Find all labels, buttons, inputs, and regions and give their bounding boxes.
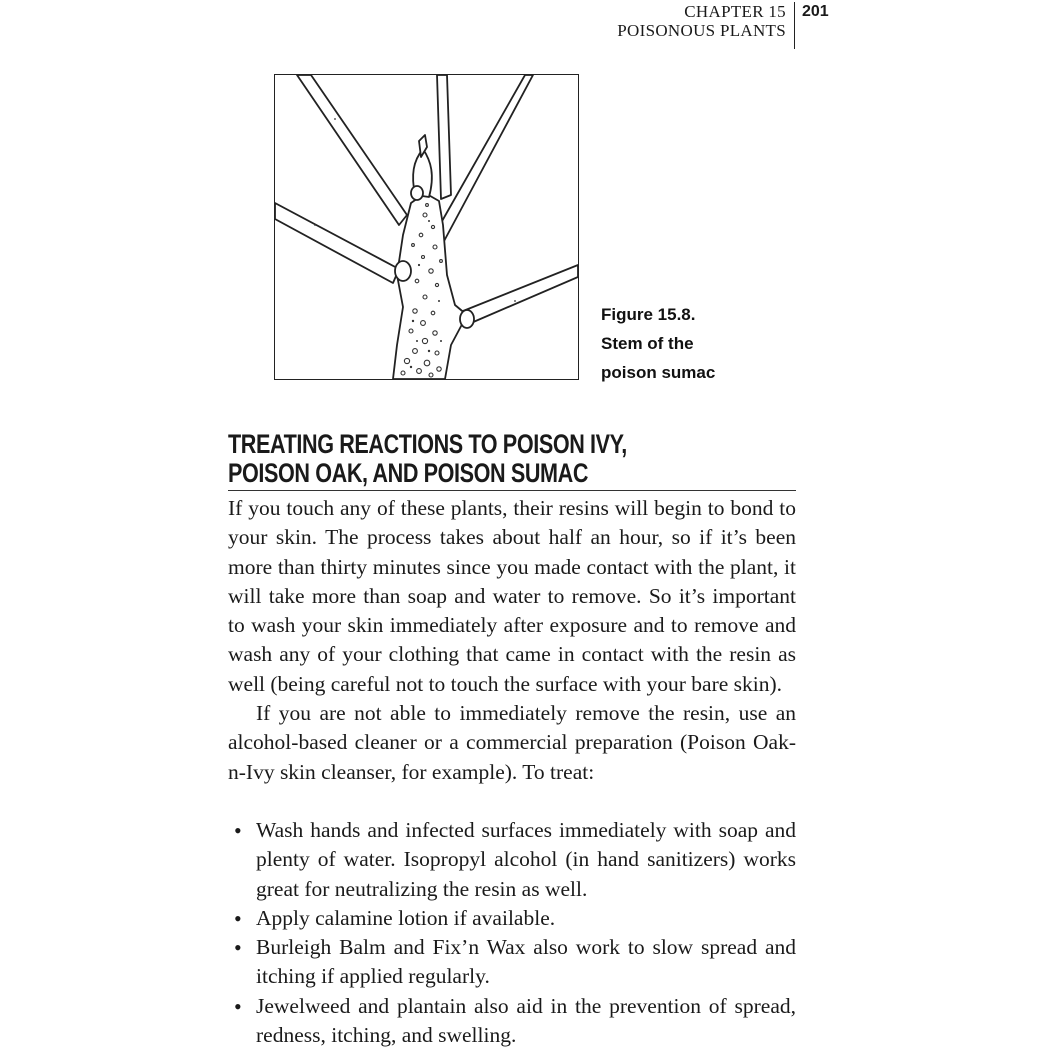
body-text <box>228 494 796 787</box>
page-number: 201 <box>802 3 829 20</box>
section-heading: TREATING REACTIONS TO POISON IVY, POISON OAK, AND POISON SUMAC <box>228 429 627 488</box>
chapter-title: POISONOUS PLANTS <box>617 21 786 40</box>
caption-line: Stem of the <box>601 334 694 353</box>
figure-illustration <box>274 74 579 380</box>
poison-sumac-stem-icon <box>275 75 578 379</box>
caption-line: Figure 15.8. <box>601 305 696 324</box>
list-item: • Apply calamine lotion if available. <box>228 904 796 933</box>
chapter-number: CHAPTER 15 <box>684 2 786 21</box>
list-item: • Jewelweed and plantain also aid in the prevention of spread, redness, itching, and swelling. <box>228 992 796 1050</box>
heading-underline <box>228 490 796 491</box>
figure-caption <box>601 300 761 387</box>
treatment-list <box>228 816 796 1050</box>
list-item: • Wash hands and infected surfaces immediately with soap and plenty of water. Isopropyl alcohol (in hand sanitizers) works great for neutralizing the resin as well. <box>228 816 796 904</box>
paragraph: If you touch any of these plants, their resins will begin to bond to your skin. The process takes about half an hour, so if it’s been more than thirty minutes since you made contact with the plant, it will take more than soap and water to remove. So it’s important to wash your skin immediately after exposure and to remove and wash any of your clothing that came in contact with the resin as well (being careful not to touch the surface with your bare skin). <box>228 496 796 696</box>
list-item: • Burleigh Balm and Fix’n Wax also work to slow spread and itching if applied regularly. <box>228 933 796 992</box>
paragraph: If you are not able to immediately remove the resin, use an alcohol-based cleaner or a commercial preparation (Poison Oak-n-Ivy skin cleanser, for example). To treat: <box>228 701 796 784</box>
running-head <box>617 2 786 40</box>
caption-line: poison sumac <box>601 363 716 382</box>
header-divider <box>794 2 795 49</box>
